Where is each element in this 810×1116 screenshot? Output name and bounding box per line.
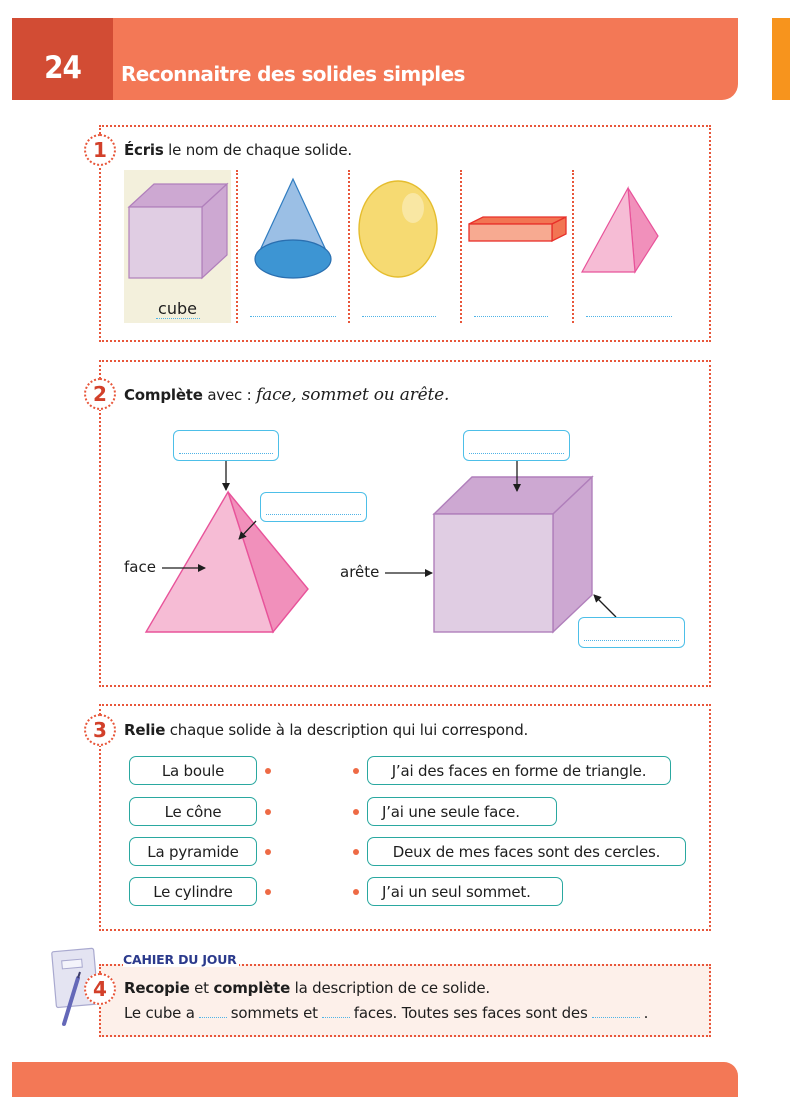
description-item[interactable]: J’ai un seul sommet. <box>367 877 563 906</box>
pyramid-top-answer-box[interactable] <box>173 430 279 461</box>
exercise-3-badge: 3 <box>84 714 116 746</box>
exercise-2-instruction: Complète avec : face, sommet ou arête. <box>124 385 450 405</box>
solid-item[interactable]: Le cylindre <box>129 877 257 906</box>
lesson-number: 24 <box>44 50 81 86</box>
label-face: face <box>124 558 156 576</box>
connector-dot-left[interactable] <box>265 768 271 774</box>
blank-sommets[interactable] <box>199 1017 227 1018</box>
page-title: Reconnaitre des solides simples <box>121 62 465 86</box>
solid-item[interactable]: Le cône <box>129 797 257 826</box>
exercise-4-instruction: Recopie et complète la description de ce solide. <box>124 979 490 997</box>
description-item[interactable]: Deux de mes faces sont des cercles. <box>367 837 686 866</box>
connector-dot-left[interactable] <box>265 889 271 895</box>
label-arete: arête <box>340 563 380 581</box>
cahier-du-jour-label: CAHIER DU JOUR <box>123 952 237 967</box>
description-item[interactable]: J’ai une seule face. <box>367 797 557 826</box>
exercise-1-instruction: Écris le nom de chaque solide. <box>124 141 352 159</box>
word-choices: face, sommet ou arête. <box>256 385 450 405</box>
blank-face-type[interactable] <box>592 1017 640 1018</box>
description-item[interactable]: J’ai des faces en forme de triangle. <box>367 756 671 785</box>
solid-item[interactable]: La boule <box>129 756 257 785</box>
pyramid-edge-answer-box[interactable] <box>260 492 367 522</box>
connector-dot-left[interactable] <box>265 849 271 855</box>
exercise-4-badge: 4 <box>84 973 116 1005</box>
exercise-2-badge: 2 <box>84 378 116 410</box>
footer-bar <box>12 1062 738 1097</box>
exercise-1-badge: 1 <box>84 134 116 166</box>
exercise-3-instruction: Relie chaque solide à la description qui lui correspond. <box>124 721 529 739</box>
cube-top-answer-box[interactable] <box>463 430 570 461</box>
connector-dot-right[interactable] <box>353 809 359 815</box>
connector-dot-right[interactable] <box>353 889 359 895</box>
connector-dot-right[interactable] <box>353 768 359 774</box>
exercise-4-box <box>99 964 711 1037</box>
connector-dot-left[interactable] <box>265 809 271 815</box>
connector-dot-right[interactable] <box>353 849 359 855</box>
exercise-4-sentence: Le cube a sommets et faces. Toutes ses faces sont des . <box>124 1004 649 1022</box>
blank-faces[interactable] <box>322 1017 350 1018</box>
cube-corner-answer-box[interactable] <box>578 617 685 648</box>
solid-item[interactable]: La pyramide <box>129 837 257 866</box>
example-answer: cube <box>158 299 197 318</box>
